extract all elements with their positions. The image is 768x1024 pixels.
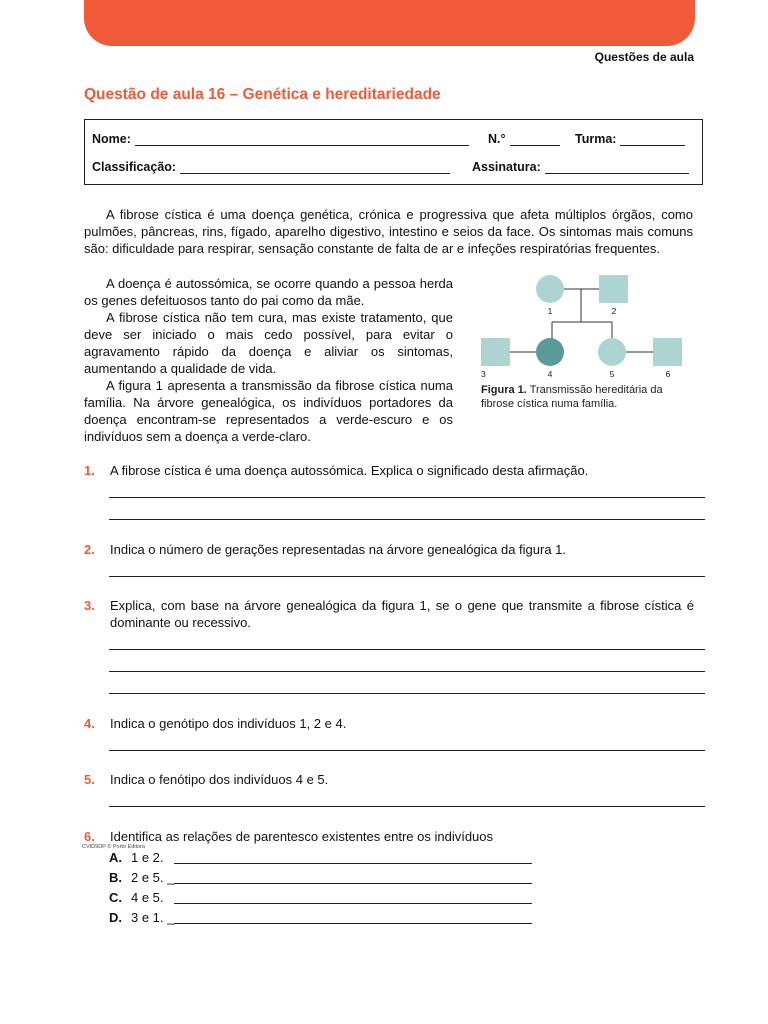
- number-field[interactable]: N.°: [488, 132, 560, 146]
- subitem-a-line[interactable]: [174, 863, 532, 864]
- page-title: Questão de aula 16 – Genética e hereditariedade: [84, 86, 441, 103]
- subitem-d: D. 3 e 1. _: [109, 910, 175, 925]
- answer-line[interactable]: [109, 497, 705, 498]
- section-label: Questões de aula: [594, 50, 694, 64]
- label-4: 4: [547, 369, 553, 379]
- class-field[interactable]: Turma:: [575, 132, 685, 146]
- answer-line[interactable]: [109, 649, 705, 650]
- label-3: 3: [481, 369, 486, 379]
- intro-paragraph-1: A fibrose cística é uma doença genética, crónica e progressiva que afeta múltiplos órgãos, como pulmões, pâncreas, rins, fígado, aparelho digestivo, intestino e seios da face. Os sintomas mais comuns são: dificuldade para respirar, sensação constante de falta de ar e infeções respiratórias frequentes.: [84, 207, 693, 256]
- label-2: 2: [611, 306, 617, 316]
- individual-5-female: [598, 338, 626, 366]
- answer-line[interactable]: [109, 693, 705, 694]
- intro-paragraph-3: A fibrose cística não tem cura, mas existe tratamento, que deve ser iniciado o mais cedo possível, para evitar o agravamento rápido da doença e aliviar os sintomas, aumentando a qualidade de vida.: [84, 310, 453, 376]
- individual-6-male: [653, 338, 682, 366]
- intro-paragraph-4: A figura 1 apresenta a transmissão da fibrose cística numa família. Na árvore genealógica, os indivíduos portadores da doença encontram-se representados a verde-escuro e os indivíduos sem a doença a verde-claro.: [84, 378, 453, 444]
- individual-4-female-affected: [536, 338, 564, 366]
- subitem-c: C. 4 e 5.: [109, 890, 164, 905]
- answer-line[interactable]: [109, 671, 705, 672]
- pedigree-chart: [478, 272, 688, 382]
- answer-line[interactable]: [109, 806, 705, 807]
- footer-copyright: CVID9DP © Porto Editora: [82, 844, 145, 850]
- label-5: 5: [609, 369, 615, 379]
- individual-3-male: [481, 338, 510, 366]
- subitem-c-line[interactable]: [174, 903, 532, 904]
- individual-1-female: [536, 275, 564, 303]
- individual-2-male: [599, 275, 628, 303]
- name-field[interactable]: Nome:: [92, 132, 469, 146]
- label-1: 1: [547, 306, 553, 316]
- intro-paragraph-2: A doença é autossómica, se ocorre quando a pessoa herda os genes defeituosos tanto do pai como da mãe.: [84, 276, 453, 308]
- answer-line[interactable]: [109, 576, 705, 577]
- answer-line[interactable]: [109, 519, 705, 520]
- answer-line[interactable]: [109, 750, 705, 751]
- header-banner: [84, 0, 695, 46]
- student-id-box: [84, 119, 703, 185]
- grade-field[interactable]: Classificação:: [92, 160, 450, 174]
- figure-caption: Figura 1. Transmissão hereditária da fibrose cística numa família.: [481, 384, 663, 410]
- subitem-b-line[interactable]: [174, 883, 532, 884]
- label-6: 6: [665, 369, 671, 379]
- signature-field[interactable]: Assinatura:: [472, 160, 689, 174]
- subitem-b: B. 2 e 5. _: [109, 870, 175, 885]
- subitem-a: A. 1 e 2.: [109, 850, 164, 865]
- subitem-d-line[interactable]: [174, 923, 532, 924]
